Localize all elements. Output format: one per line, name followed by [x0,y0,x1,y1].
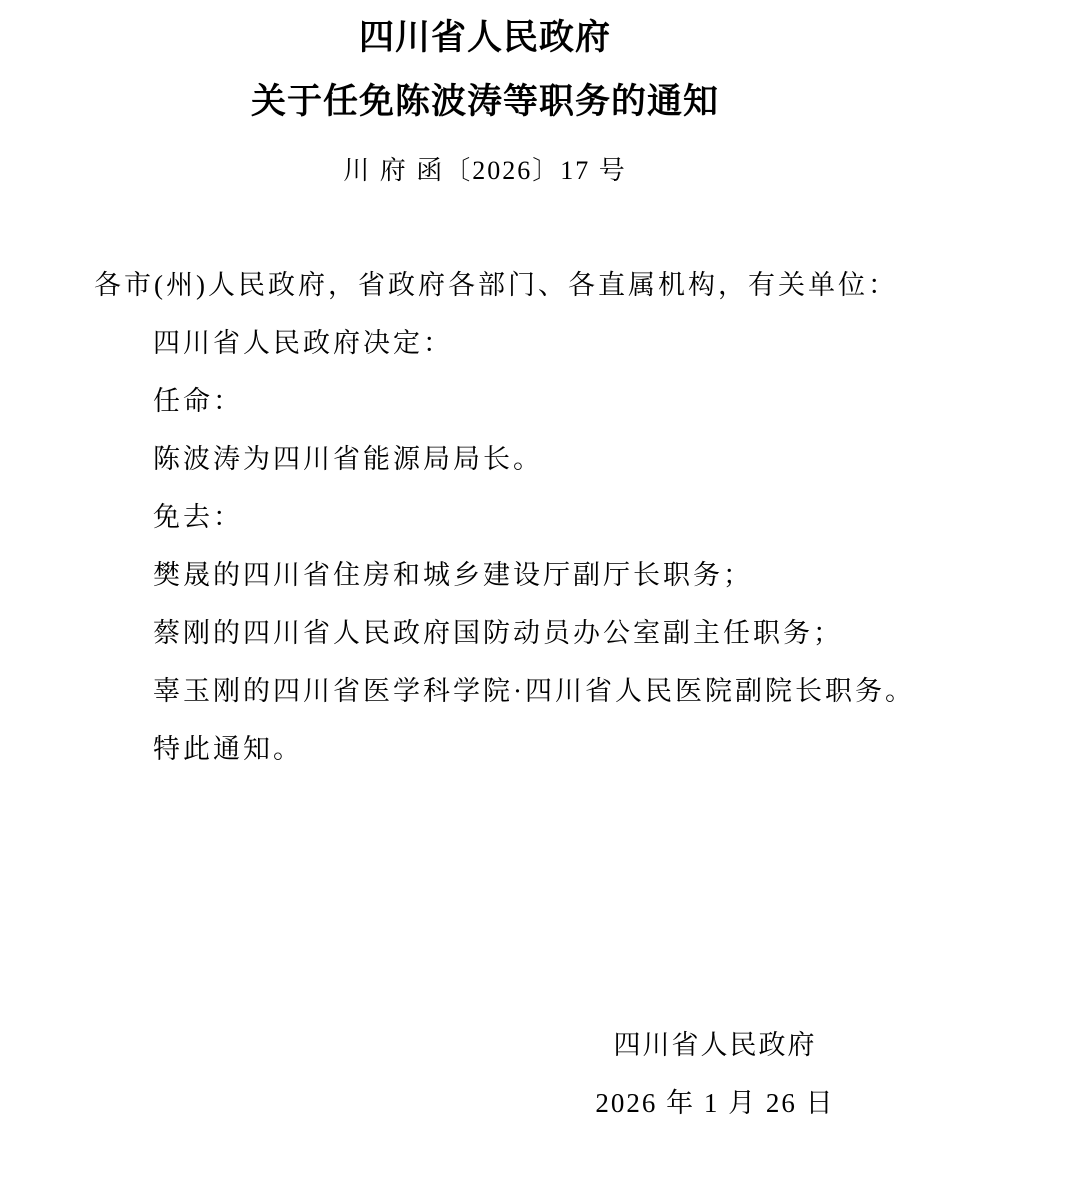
document-title-issuer: 四川省人民政府 [358,18,611,57]
document-title-subject: 关于任免陈波涛等职务的通知 [250,82,719,121]
signature-issuer: 四川省人民政府 [613,1030,817,1060]
signature-date: 2026 年 1 月 26 日 [595,1088,835,1118]
body-paragraph-appoint-header: 任命： [153,386,243,416]
body-paragraph-appointment: 陈波涛为四川省能源局局长。 [153,444,543,474]
signature-block [590,1016,840,1132]
body-paragraph-removal-2: 蔡刚的四川省人民政府国防动员办公室副主任职务； [153,618,843,648]
body-paragraph-removal-3: 辜玉刚的四川省医学科学院·四川省人民医院副院长职务。 [153,676,915,706]
document-number: 川 府 函〔2026〕17 号 [343,156,627,185]
document-body [94,256,915,778]
body-paragraph-removal-1: 樊晟的四川省住房和城乡建设厅副厅长职务； [153,560,753,590]
salutation-line: 各市(州)人民政府，省政府各部门、各直属机构，有关单位： [94,270,898,300]
body-paragraph-decision: 四川省人民政府决定： [153,328,453,358]
body-paragraph-remove-header: 免去： [153,502,243,532]
body-paragraph-closing: 特此通知。 [153,734,303,764]
